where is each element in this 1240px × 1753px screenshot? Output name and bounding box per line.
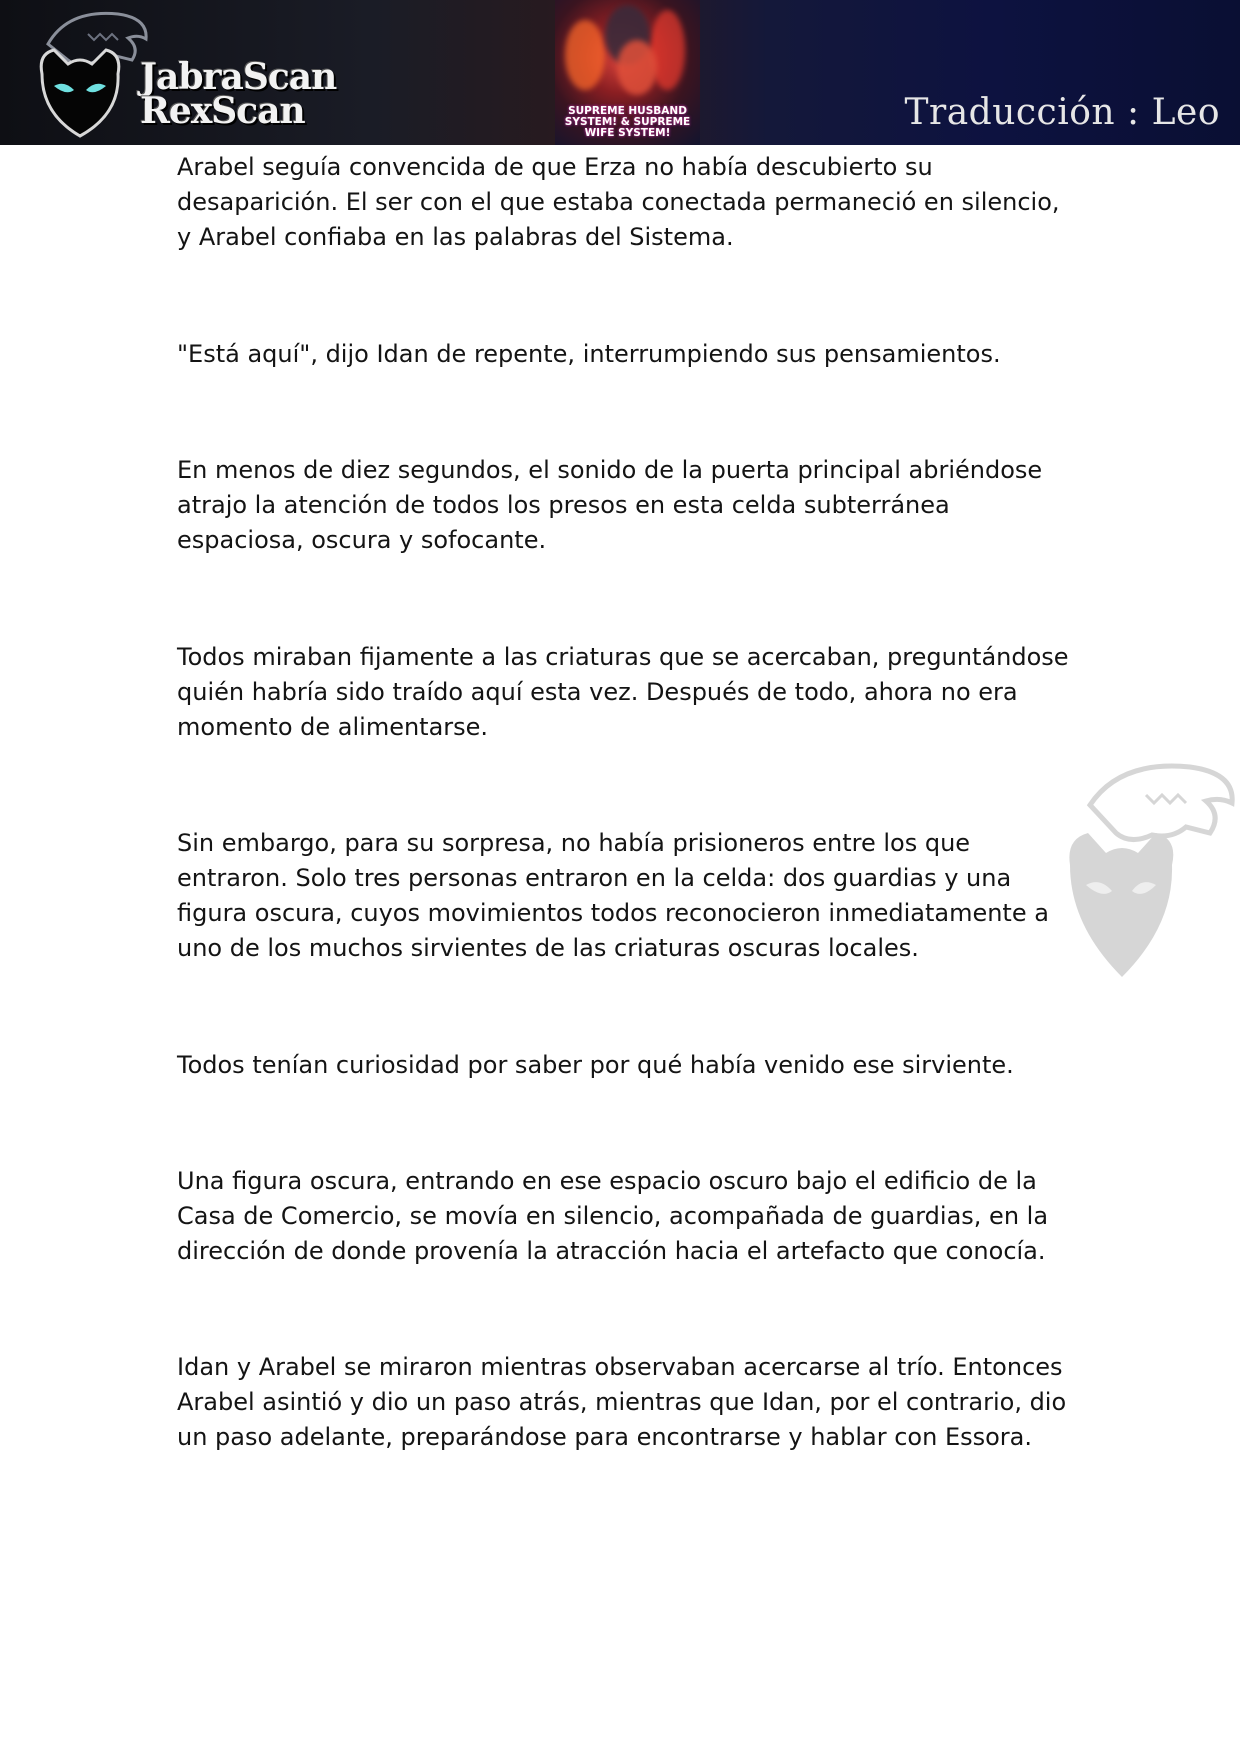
cover-caption-line-1: SUPREME HUSBAND bbox=[568, 105, 687, 117]
paragraph: Idan y Arabel se miraron mientras observaban acercarse al trío. Entonces Arabel asintió y dio un paso atrás, mientras que Idan, por el contrario, dio un paso adelante, preparándose para encontrarse y hablar con Essora. bbox=[177, 1353, 1067, 1451]
cover-caption-line-3: WIFE SYSTEM! bbox=[584, 127, 671, 139]
brand-logo-text bbox=[140, 56, 337, 132]
cover-caption bbox=[555, 106, 700, 139]
novel-cover-art bbox=[555, 0, 700, 145]
paragraph: "Está aquí", dijo Idan de repente, interrumpiendo sus pensamientos. bbox=[177, 340, 1001, 368]
brand-line-2: RexScan bbox=[140, 90, 305, 132]
header-banner bbox=[0, 0, 1240, 145]
paragraph: Todos tenían curiosidad por saber por qué había venido ese sirviente. bbox=[177, 1051, 1014, 1079]
paragraph: Una figura oscura, entrando en ese espacio oscuro bajo el edificio de la Casa de Comercio, se movía en silencio, acompañada de guardias, en la dirección de donde provenía la atracción hacia el artefacto que conocía. bbox=[177, 1167, 1049, 1265]
paragraph: Sin embargo, para su sorpresa, no había prisioneros entre los que entraron. Solo tres personas entraron en la celda: dos guardias y una figura oscura, cuyos movimientos todos reconocieron inmediatamente a uno de los muchos sirvientes de las criaturas oscuras locales. bbox=[177, 829, 1049, 962]
paragraph: En menos de diez segundos, el sonido de la puerta principal abriéndose atrajo la atención de todos los presos en esta celda subterránea espaciosa, oscura y sofocante. bbox=[177, 456, 1043, 554]
paragraph: Arabel seguía convencida de que Erza no había descubierto su desaparición. El ser con el que estaba conectada permaneció en silencio, y Arabel confiaba en las palabras del Sistema. bbox=[177, 153, 1060, 251]
dinosaur-skull-watermark-icon bbox=[1060, 755, 1240, 985]
brand-line-1: JabraScan bbox=[140, 56, 337, 98]
translator-credit: Traducción : Leo bbox=[904, 92, 1220, 133]
cover-caption-line-2: SYSTEM! & SUPREME bbox=[564, 116, 691, 128]
paragraph: Todos miraban fijamente a las criaturas que se acercaban, preguntándose quién habría sido traído aquí esta vez. Después de todo, ahora no era momento de alimentarse. bbox=[177, 643, 1069, 741]
dinosaur-skull-logo-icon bbox=[28, 4, 156, 142]
